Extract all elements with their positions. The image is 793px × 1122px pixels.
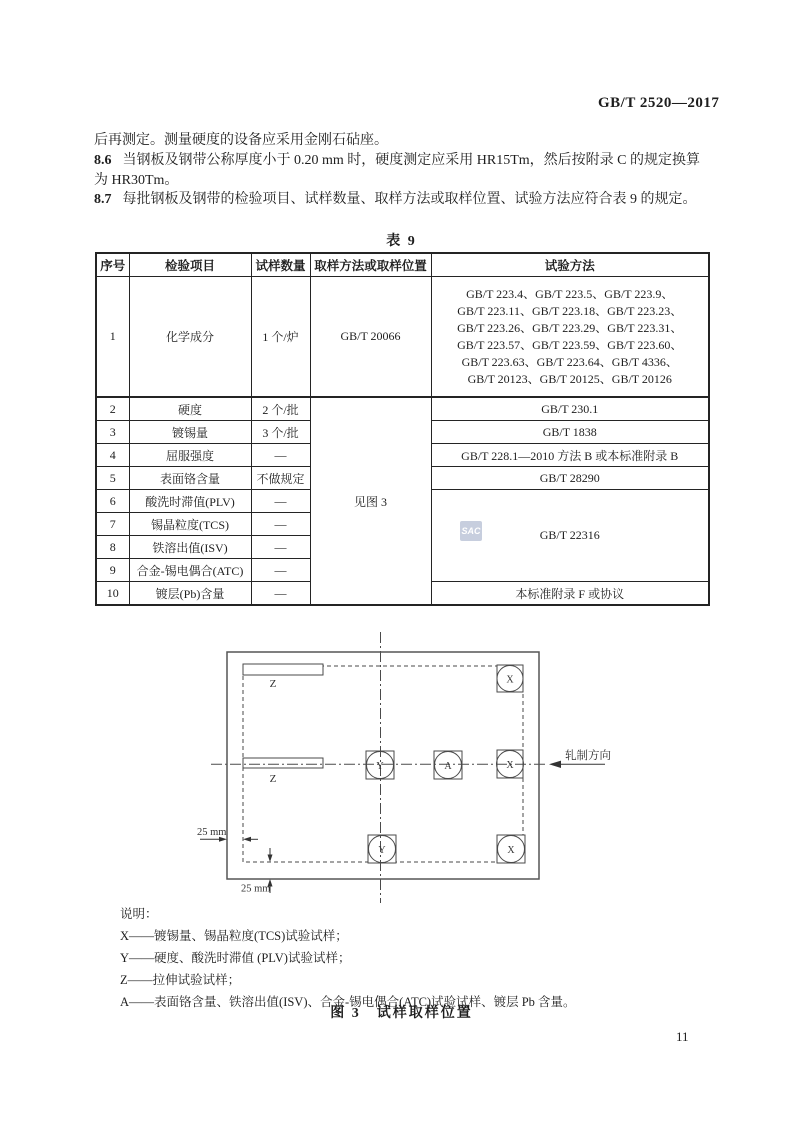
sample-letter: X <box>506 674 514 686</box>
dim-arrowhead <box>243 837 251 842</box>
clause-number: 8.6 <box>94 153 112 168</box>
table-row <box>96 277 709 398</box>
sample-letter: X <box>506 760 514 771</box>
method-line: GB/T 223.4、GB/T 223.5、GB/T 223.9、 <box>466 286 674 301</box>
clause-8-7 <box>94 192 708 207</box>
paragraph-continuation: 后再测定。测量硬度的设备应采用金刚石砧座。 <box>94 133 388 148</box>
cell-no: 10 <box>96 582 129 606</box>
z-specimen-bar-middle <box>243 758 323 768</box>
dim-label-bottom: 25 mm <box>241 883 271 895</box>
cell-item: 镀锡量 <box>129 421 251 444</box>
col-header-no: 序号 <box>96 253 129 277</box>
cell-qty: 不做规定 <box>251 467 310 490</box>
cell-item: 镀层(Pb)含量 <box>129 582 251 606</box>
sample-letter: X <box>507 845 515 856</box>
method-line: GB/T 223.11、GB/T 223.18、GB/T 223.23、 <box>457 303 683 318</box>
note-item-y: Y——硬度、酸洗时滞值 (PLV)试验试样； <box>120 951 351 965</box>
sample-letter: A <box>444 761 452 772</box>
rolling-direction-arrowhead <box>549 761 561 768</box>
cell-sampling: GB/T 20066 <box>310 277 431 398</box>
cell-method: GB/T 230.1 <box>431 397 709 421</box>
cell-item: 硬度 <box>129 397 251 421</box>
col-header-sampling: 取样方法或取样位置 <box>310 253 431 277</box>
cell-item: 合金-锡电偶合(ATC) <box>129 559 251 582</box>
method-line: GB/T 223.26、GB/T 223.29、GB/T 223.31、 <box>457 320 683 335</box>
cell-qty: — <box>251 559 310 582</box>
col-header-item: 检验项目 <box>129 253 251 277</box>
cell-no: 7 <box>96 513 129 536</box>
z-label-middle: Z <box>269 773 277 785</box>
cell-qty: — <box>251 582 310 606</box>
clause-text: 当钢板及钢带公称厚度小于 0.20 mm 时，硬度测定应采用 HR15Tm，然后按附录 C 的规定换算 <box>122 153 701 168</box>
cell-no: 1 <box>96 277 129 398</box>
rolling-direction-label: 轧制方向 <box>565 750 611 762</box>
cell-method: 本标准附录 F 或协议 <box>431 582 709 606</box>
cell-no: 6 <box>96 490 129 513</box>
method-line: GB/T 223.63、GB/T 223.64、GB/T 4336、 <box>461 354 678 369</box>
cell-method: GB/T 228.1—2010 方法 B 或本标准附录 B <box>431 444 709 467</box>
sac-watermark-logo: SAC <box>460 521 482 541</box>
cell-qty: — <box>251 444 310 467</box>
cell-no: 2 <box>96 397 129 421</box>
cell-item: 表面铬含量 <box>129 467 251 490</box>
cell-sampling-merged: 见图 3 <box>310 397 431 605</box>
page-number: 11 <box>676 1029 689 1044</box>
dim-label-top: 25 mm <box>197 827 227 838</box>
standard-code: GB/T 2520—2017 <box>598 95 720 111</box>
cell-item: 屈服强度 <box>129 444 251 467</box>
note-item-a: A——表面铬含量、铁溶出值(ISV)、合金-锡电偶合(ATC)试验试样、镀层 Pb 含量。 <box>120 995 576 1009</box>
cell-qty: — <box>251 513 310 536</box>
cell-qty: 2 个/批 <box>251 397 310 421</box>
method-line: GB/T 223.57、GB/T 223.59、GB/T 223.60、 <box>457 337 683 352</box>
z-label-top: Z <box>269 678 277 690</box>
sample-letter: Y <box>378 845 386 856</box>
table-header-row <box>96 253 709 277</box>
cell-item: 化学成分 <box>129 277 251 398</box>
cell-item: 锡晶粒度(TCS) <box>129 513 251 536</box>
cell-qty: — <box>251 490 310 513</box>
table-title: 表 9 <box>386 234 417 249</box>
cell-no: 9 <box>96 559 129 582</box>
cell-no: 5 <box>96 467 129 490</box>
cell-no: 8 <box>96 536 129 559</box>
cell-method-list <box>431 277 709 398</box>
figure-caption: 图 3 试样取样位置 <box>330 1006 473 1021</box>
table-9 <box>95 252 710 606</box>
cell-qty: 1 个/炉 <box>251 277 310 398</box>
cell-qty: 3 个/批 <box>251 421 310 444</box>
cell-method: GB/T 28290 <box>431 467 709 490</box>
z-specimen-bar-top <box>243 664 323 675</box>
cell-item: 酸洗时滞值(PLV) <box>129 490 251 513</box>
col-header-method: 试验方法 <box>431 253 709 277</box>
figure-notes <box>120 903 576 1013</box>
note-item-z: Z——拉伸试验试样； <box>120 973 241 987</box>
table-row <box>96 397 709 421</box>
cell-qty: — <box>251 536 310 559</box>
cell-no: 4 <box>96 444 129 467</box>
clause-8-6-line1 <box>94 153 708 168</box>
notes-title: 说明： <box>120 907 158 921</box>
method-line: GB/T 20123、GB/T 20125、GB/T 20126 <box>467 371 672 386</box>
col-header-qty: 试样数量 <box>251 253 310 277</box>
figure-3-sampling-diagram <box>0 625 793 915</box>
clause-number: 8.7 <box>94 192 112 207</box>
cell-item: 铁溶出值(ISV) <box>129 536 251 559</box>
clause-text: 每批钢板及钢带的检验项目、试样数量、取样方法或取样位置、试验方法应符合表 9 的规定。 <box>122 192 697 207</box>
sample-letter: Y <box>376 761 384 772</box>
cell-method-merged: GB/T 22316 <box>431 490 709 582</box>
note-item-x: X——镀锡量、锡晶粒度(TCS)试验试样； <box>120 929 348 943</box>
clause-8-6-line2: 为 HR30Tm。 <box>94 173 179 188</box>
dim-arrowhead <box>268 855 273 863</box>
cell-no: 3 <box>96 421 129 444</box>
cell-method: GB/T 1838 <box>431 421 709 444</box>
